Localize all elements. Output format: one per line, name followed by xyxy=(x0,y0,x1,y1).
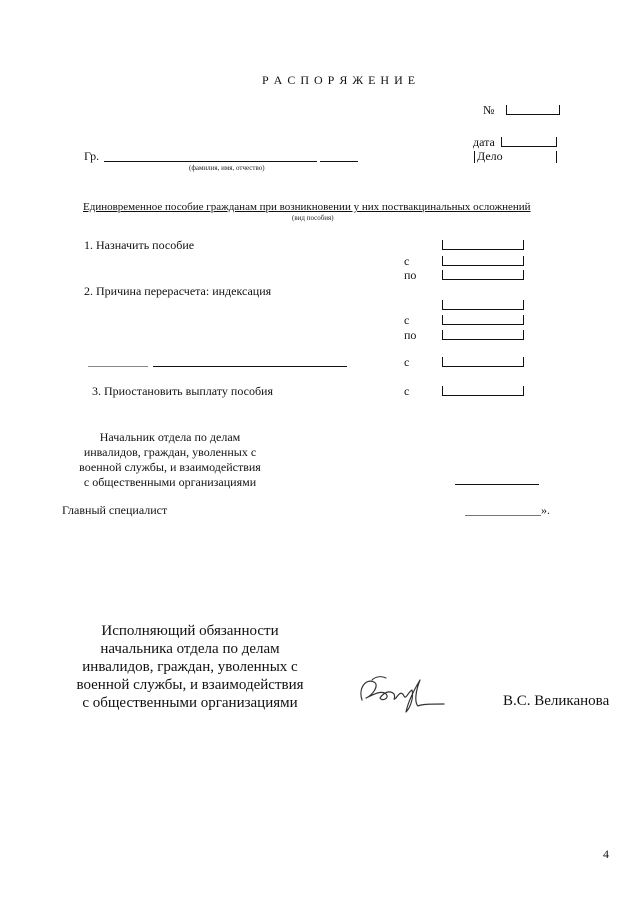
acting-title-line: инвалидов, граждан, уволенных с xyxy=(82,659,298,675)
blank-line-long xyxy=(153,366,347,367)
acting-title-line: военной службы, и взаимодействия xyxy=(76,677,304,693)
handwritten-signature xyxy=(352,668,447,716)
item2-from-label: с xyxy=(404,313,410,327)
benefit-caption: (вид пособия) xyxy=(292,214,334,222)
number-label: № xyxy=(483,103,495,117)
item-recalc-reason: 2. Причина перерасчета: индексация xyxy=(84,284,272,298)
item3-from-label: с xyxy=(404,384,410,398)
item1-from-label: с xyxy=(404,254,410,268)
item2-value-box xyxy=(442,300,524,310)
acting-title-line: Исполняющий обязанности xyxy=(101,623,279,639)
head-title-line: с общественными организациями xyxy=(83,475,257,489)
head-title-line: Начальник отдела по делам xyxy=(99,430,241,444)
recipient-caption: (фамилия, имя, отчество) xyxy=(189,164,265,172)
acting-title xyxy=(60,622,320,712)
item-assign: 1. Назначить пособие xyxy=(84,238,195,252)
document-title: Р А С П О Р Я Ж Е Н И Е xyxy=(262,73,417,87)
item2-to-label: по xyxy=(404,328,417,342)
acting-title-line: с общественными организациями xyxy=(82,695,298,711)
item2-to-box xyxy=(442,330,524,340)
acting-name: В.С. Великанова xyxy=(503,693,610,709)
number-field xyxy=(506,105,560,115)
date-field xyxy=(501,137,557,147)
case-bracket-right xyxy=(556,151,557,163)
head-signature-line xyxy=(455,484,539,485)
recipient-prefix: Гр. xyxy=(84,149,100,163)
blank-row-from-label: с xyxy=(404,355,410,369)
blank-row-from-box xyxy=(442,357,524,367)
head-title-line: военной службы, и взаимодействия xyxy=(79,460,261,474)
recipient-extra-line xyxy=(320,161,358,162)
page-number: 4 xyxy=(603,847,609,861)
head-title-line: инвалидов, граждан, уволенных с xyxy=(83,445,257,459)
item1-to-box xyxy=(442,270,524,280)
blank-line-short xyxy=(88,366,148,367)
case-bracket-left xyxy=(474,151,475,163)
chief-specialist-label: Главный специалист xyxy=(62,503,168,517)
benefit-type: Единовременное пособие гражданам при возникновении у них поствакцинальных осложнений xyxy=(83,201,531,213)
item1-to-label: по xyxy=(404,268,417,282)
item2-from-box xyxy=(442,315,524,325)
date-label: дата xyxy=(473,135,495,149)
head-title xyxy=(50,430,290,490)
item1-value-box xyxy=(442,240,524,250)
chief-signature-line xyxy=(465,515,541,516)
case-label: Дело xyxy=(477,149,503,163)
acting-title-line: начальника отдела по делам xyxy=(100,641,280,657)
chief-suffix: ». xyxy=(541,503,550,517)
item1-from-box xyxy=(442,256,524,266)
recipient-name-line xyxy=(104,161,317,162)
item3-from-box xyxy=(442,386,524,396)
item-suspend: 3. Приостановить выплату пособия xyxy=(92,384,273,398)
